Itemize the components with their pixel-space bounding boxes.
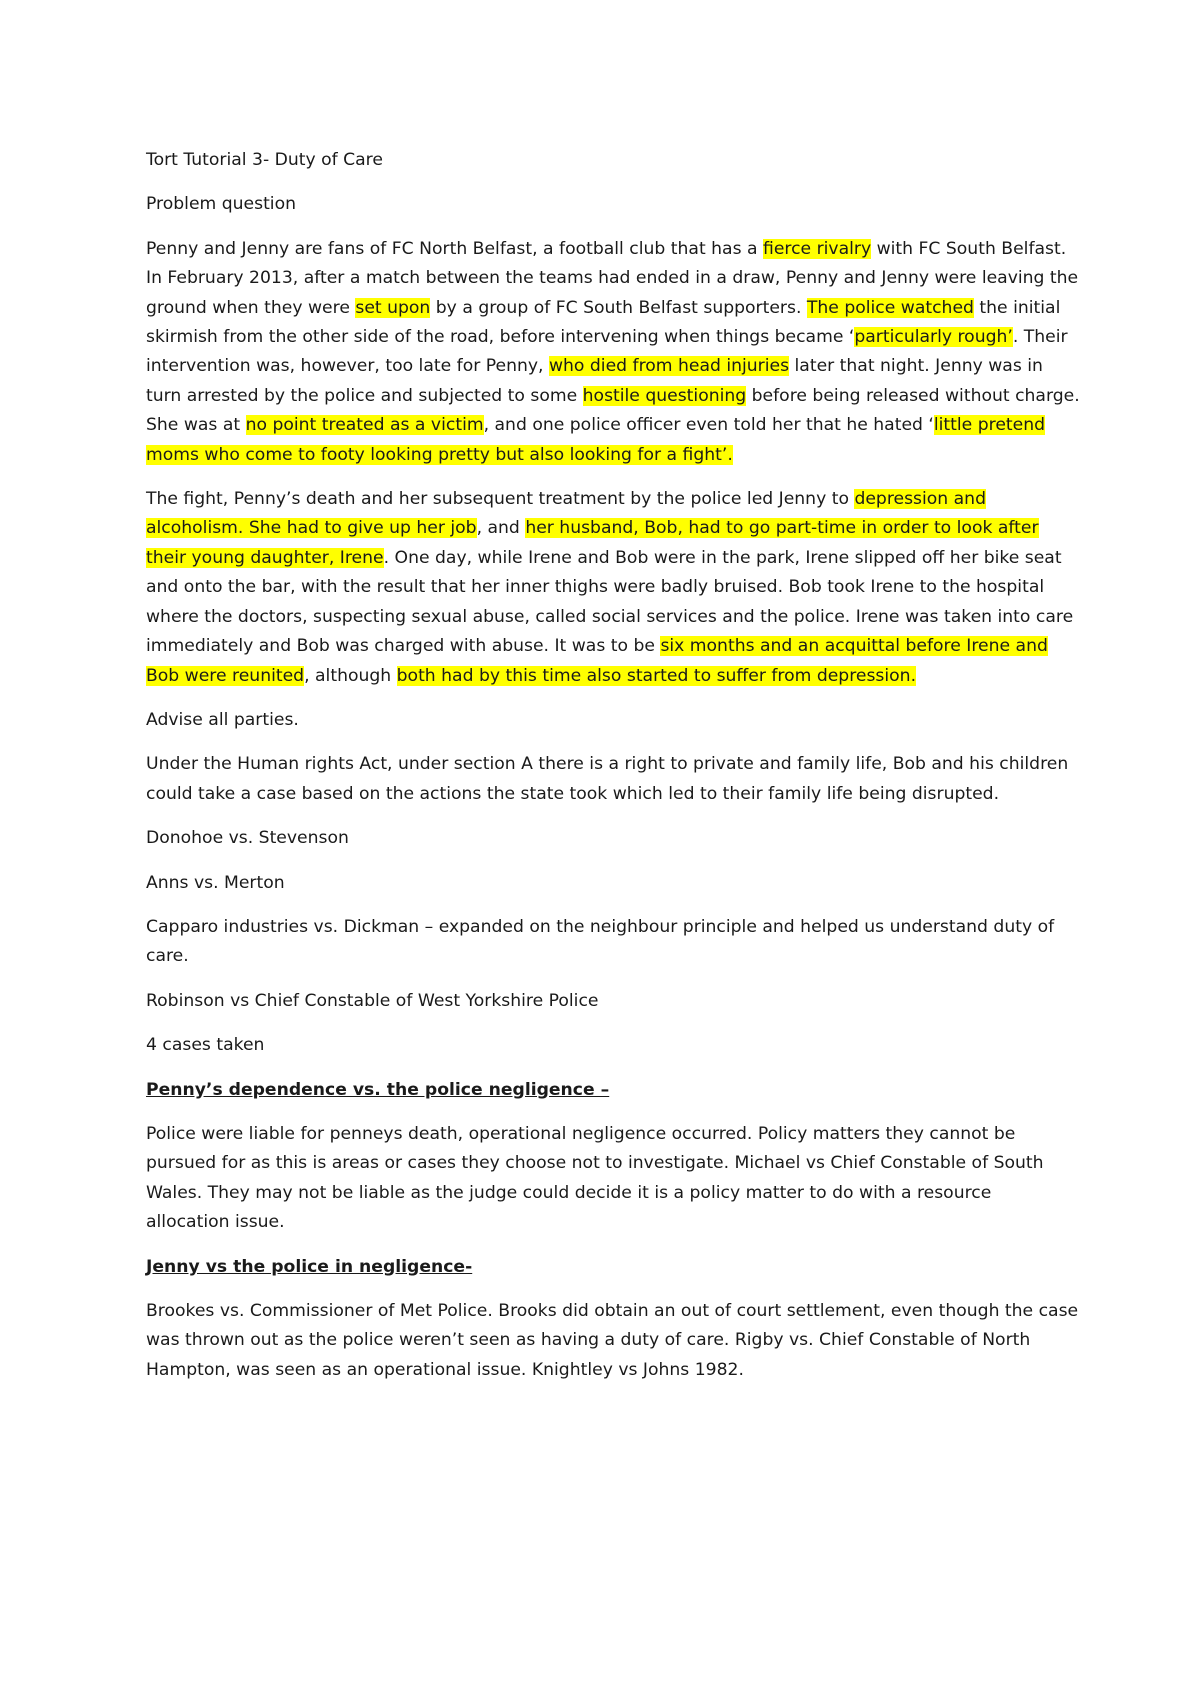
text-run: , and — [476, 518, 526, 539]
document-subtitle: Problem question — [146, 194, 296, 215]
text-run: , although — [304, 665, 397, 686]
section-heading-jenny: Jenny vs the police in negligence- — [146, 1256, 473, 1277]
text-run: , and one police officer even told her that he hated ‘ — [483, 415, 934, 436]
text-run: by a group of FC South Belfast supporters. — [430, 297, 807, 318]
highlighted-text: six months and an acquittal before Irene and Bob were reunited — [146, 636, 1048, 686]
highlighted-text: little pretend moms who come to footy looking pretty but also looking for a fight’. — [146, 415, 1046, 465]
text-run: . Their intervention was, however, too late for Penny, — [146, 327, 1068, 377]
human-rights-paragraph: Under the Human rights Act, under section A there is a right to private and family life, Bob and his children could take a case based on the actions the state took which led to their family life being disrupted. — [146, 754, 1069, 804]
text-run: . One day, while Irene and Bob were in the park, Irene slipped off her bike seat and onto the bar, with the result that her inner thighs were badly bruised. Bob took Irene to the hospital where the doctors, suspecting sexual abuse, called social services and the police. Irene was taken into care immediately and Bob was charged with abuse. It was to be — [146, 547, 1074, 657]
highlighted-text: her husband, Bob, had to go part-time in order to look after their young daughter, Irene — [146, 518, 1039, 568]
highlighted-text: depression and alcoholism. She had to give up her job — [146, 489, 986, 539]
case-donohoe: Donohoe vs. Stevenson — [146, 828, 349, 849]
highlighted-text: fierce rivalry — [763, 238, 872, 259]
highlighted-text: both had by this time also started to suffer from depression. — [396, 665, 917, 686]
case-anns: Anns vs. Merton — [146, 872, 285, 893]
problem-paragraph-2 — [146, 485, 1080, 691]
highlighted-text: no point treated as a victim — [245, 415, 484, 436]
text-run: later that night. Jenny was in turn arrested by the police and subjected to some — [146, 356, 1043, 406]
highlighted-text: set upon — [355, 297, 431, 318]
highlighted-text: who died from head injuries — [548, 356, 790, 377]
highlighted-text: The police watched — [806, 297, 974, 318]
cases-taken: 4 cases taken — [146, 1035, 265, 1056]
text-run: Penny and Jenny are fans of FC North Belfast, a football club that has a — [146, 238, 763, 259]
text-run: the initial skirmish from the other side of the road, before intervening when things became ‘ — [146, 297, 1061, 348]
highlighted-text: particularly rough’ — [854, 327, 1013, 348]
problem-paragraph-1 — [146, 235, 1080, 470]
advise-line: Advise all parties. — [146, 709, 299, 730]
section-paragraph-jenny: Brookes vs. Commissioner of Met Police. Brooks did obtain an out of court settlement, even though the case was thrown out as the police weren’t seen as having a duty of care. Rigby vs. Chief Constable of North Hampton, was seen as an operational issue. Knightley vs Johns 1982. — [146, 1301, 1079, 1380]
section-paragraph-penny: Police were liable for penneys death, operational negligence occurred. Policy matters they cannot be pursued for as this is areas or cases they choose not to investigate. Michael vs Chief Constable of South Wales. They may not be liable as the judge could decide it is a policy matter to do with a resource allocation issue. — [146, 1123, 1044, 1233]
case-robinson: Robinson vs Chief Constable of West Yorkshire Police — [146, 990, 599, 1011]
text-run: before being released without charge. She was at — [146, 385, 1080, 436]
text-run: with FC South Belfast. In February 2013, after a match between the teams had ended in a draw, Penny and Jenny were leaving the ground when they were — [146, 238, 1079, 318]
case-capparo: Capparo industries vs. Dickman – expanded on the neighbour principle and helped us understand duty of care. — [146, 916, 1055, 967]
section-heading-penny: Penny’s dependence vs. the police negligence – — [146, 1079, 610, 1100]
document-title: Tort Tutorial 3- Duty of Care — [146, 150, 383, 170]
highlighted-text: hostile questioning — [582, 385, 747, 406]
text-run: The fight, Penny’s death and her subsequent treatment by the police led Jenny to — [146, 489, 855, 510]
